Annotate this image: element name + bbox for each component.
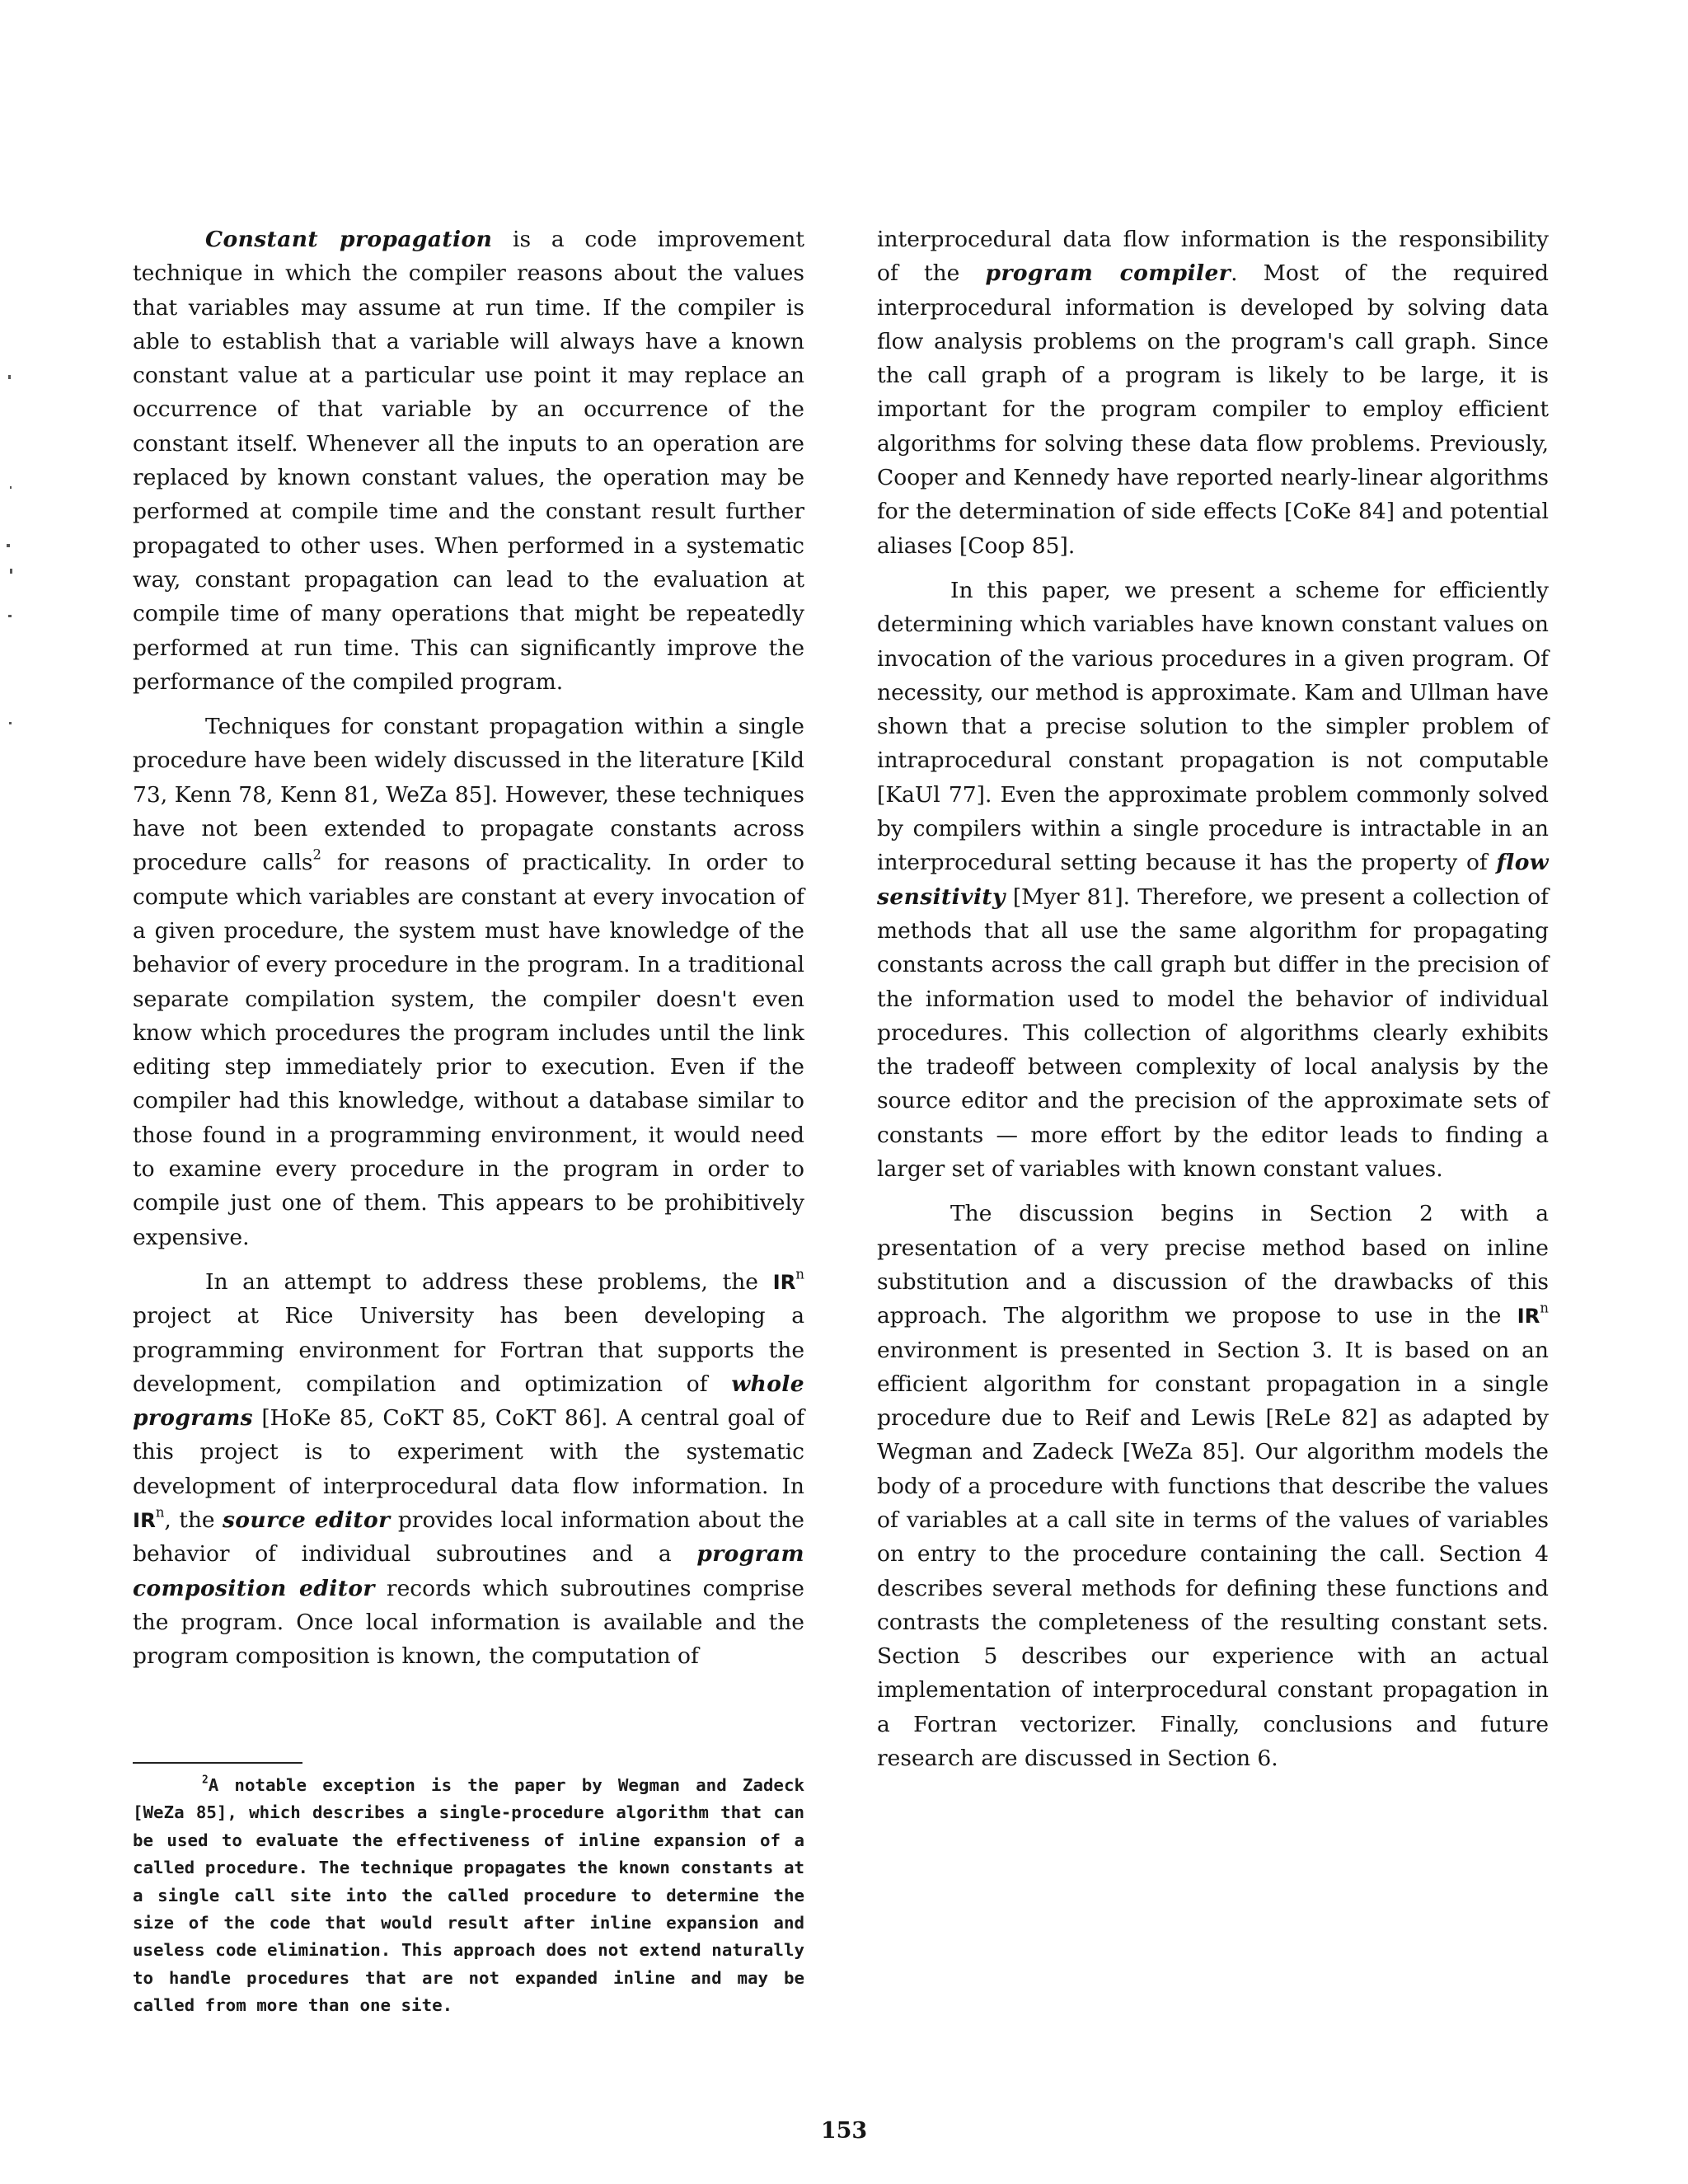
footnote-mark: 2 <box>312 847 321 864</box>
left-column <box>133 223 804 1684</box>
paragraph: The discussion begins in Section 2 with a presentation of a very precise method based on inline substitution and a discussion of the drawbacks of this approach. The algorithm we propose to use in the $IR^n$ environment is presented in Section 3. It is based on an efficient algorithm for constant propagation in a single procedure due to Reif and Lewis [ReLe 82] as adapted by Wegman and Zadeck [WeZa 85]. Our algorithm models the body of a procedure with functions that describe the values of variables at a call site in terms of the values of variables on entry to the procedure containing the call. Section 4 describes several methods for defining these functions and contrasts the completeness of the resulting constant sets. Section 5 describes our experience with an actual implementation of interprocedural constant propagation in a Fortran vectorizer. Finally, conclusions and future research are discussed in Section 6. <box>877 1201 1549 1772</box>
scan-speck <box>10 569 12 574</box>
paragraph: Techniques for constant propagation within a single procedure have been widely discussed in the literature [Kild 73, Kenn 78, Kenn 81, WeZa 85]. However, these techniques have not been extended to propagate constants across procedure calls$^2$ for reasons of practicality. In order to compute which variables are constant at every invocation of a given procedure, the system must have knowledge of the behavior of every procedure in the program. In a traditional separate compilation system, the compiler doesn't even know which procedures the program includes until the link editing step immediately prior to execution. Even if the compiler had this knowledge, without a database similar to those found in a programming environment, it would need to examine every procedure in the program in order to compile just one of them. This appears to be prohibitively expensive. <box>133 714 804 1250</box>
term-program-composition-editor: program composition editor <box>133 1541 804 1601</box>
footnote-mark: 2 <box>202 1774 209 1787</box>
footnote: $^2$A notable exception is the paper by Wegman and Zadeck [WeZa 85], which describes a single-procedure algorithm that can be used to evaluate the effectiveness of inline expansion of a called procedure. The technique propagates the known constants at a single call site into the called procedure to determine the size of the code that would result after inline expansion and useless code elimination. This approach does not extend naturally to handle procedures that are not expanded inline and may be called from more than one site. <box>133 1774 804 2016</box>
term-whole-programs: whole programs <box>133 1371 804 1432</box>
term-program-compiler: program compiler <box>985 260 1231 287</box>
term-flow-sensitivity: flow sensitivity <box>877 850 1549 910</box>
scan-speck <box>9 722 12 724</box>
right-column <box>877 223 1549 1786</box>
rn-logo: IR <box>1517 1304 1540 1329</box>
footnote-rule <box>133 1762 302 1764</box>
paragraph: In this paper, we present a scheme for efficiently determining which variables have known constant values on invocation of the various procedures in a given program. Of necessity, our method is approximate. Kam and Ullman have shown that a precise solution to the simpler problem of intraprocedural constant propagation is not computable [KaUl 77]. Even the approximate problem commonly solved by compilers within a single procedure is intractable in an interprocedural setting because it has the property of flow sensitivity [Myer 81]. Therefore, we present a collection of methods that all use the same algorithm for propagating constants across the call graph but differ in the precision of the information used to model the behavior of individual procedures. This collection of algorithms clearly exhibits the tradeoff between complexity of local analysis by the source editor and the precision of the approximate sets of constants — more effort by the editor leads to finding a larger set of variables with known constant values. <box>877 577 1549 1183</box>
rn-logo: IR <box>772 1269 796 1294</box>
term-source-editor: source editor <box>222 1507 391 1533</box>
scan-speck <box>10 486 12 489</box>
paragraph: Constant propagation is a code improvement technique in which the compiler reasons about the values that variables may assume at run time. If the compiler is able to establish that a variable will always have a known constant value at a particular use point it may replace an occurrence of that variable by an occurrence of the constant itself. Whenever all the inputs to an operation are replaced by known constant values, the operation may be performed at compile time and the constant result further propagated to other uses. When performed in a systematic way, constant propagation can lead to the evaluation at compile time of many operations that might be repeatedly performed at run time. This can significantly improve the performance of the compiled program. <box>133 227 804 695</box>
scan-speck <box>7 544 10 547</box>
term-constant-propagation: Constant propagation <box>205 227 493 252</box>
page-number: 153 <box>820 2118 868 2144</box>
scan-speck <box>8 375 11 379</box>
rn-logo: IR <box>133 1507 156 1532</box>
scan-speck <box>8 615 12 617</box>
paragraph: interprocedural data flow information is the responsibility of the program compiler. Most of the required interprocedural information is developed by solving data flow analysis problems on the program's call graph. Since the call graph of a program is likely to be large, it is important for the program compiler to employ efficient algorithms for solving these data flow problems. Previously, Cooper and Kennedy have reported nearly-linear algorithms for the determination of side effects [CoKe 84] and potential aliases [Coop 85]. <box>877 227 1549 559</box>
paragraph: In an attempt to address these problems, the $IR^n$ project at Rice University has been developing a programming environment for Fortran that supports the development, compilation and optimization of whole programs [HoKe 85, CoKT 85, CoKT 86]. A central goal of this project is to experiment with the systematic development of interprocedural data flow information. In $IR^n$, the source editor provides local information about the behavior of individual subroutines and a program composition editor records which subroutines comprise the program. Once local information is available and the program composition is known, the computation of <box>133 1266 804 1670</box>
